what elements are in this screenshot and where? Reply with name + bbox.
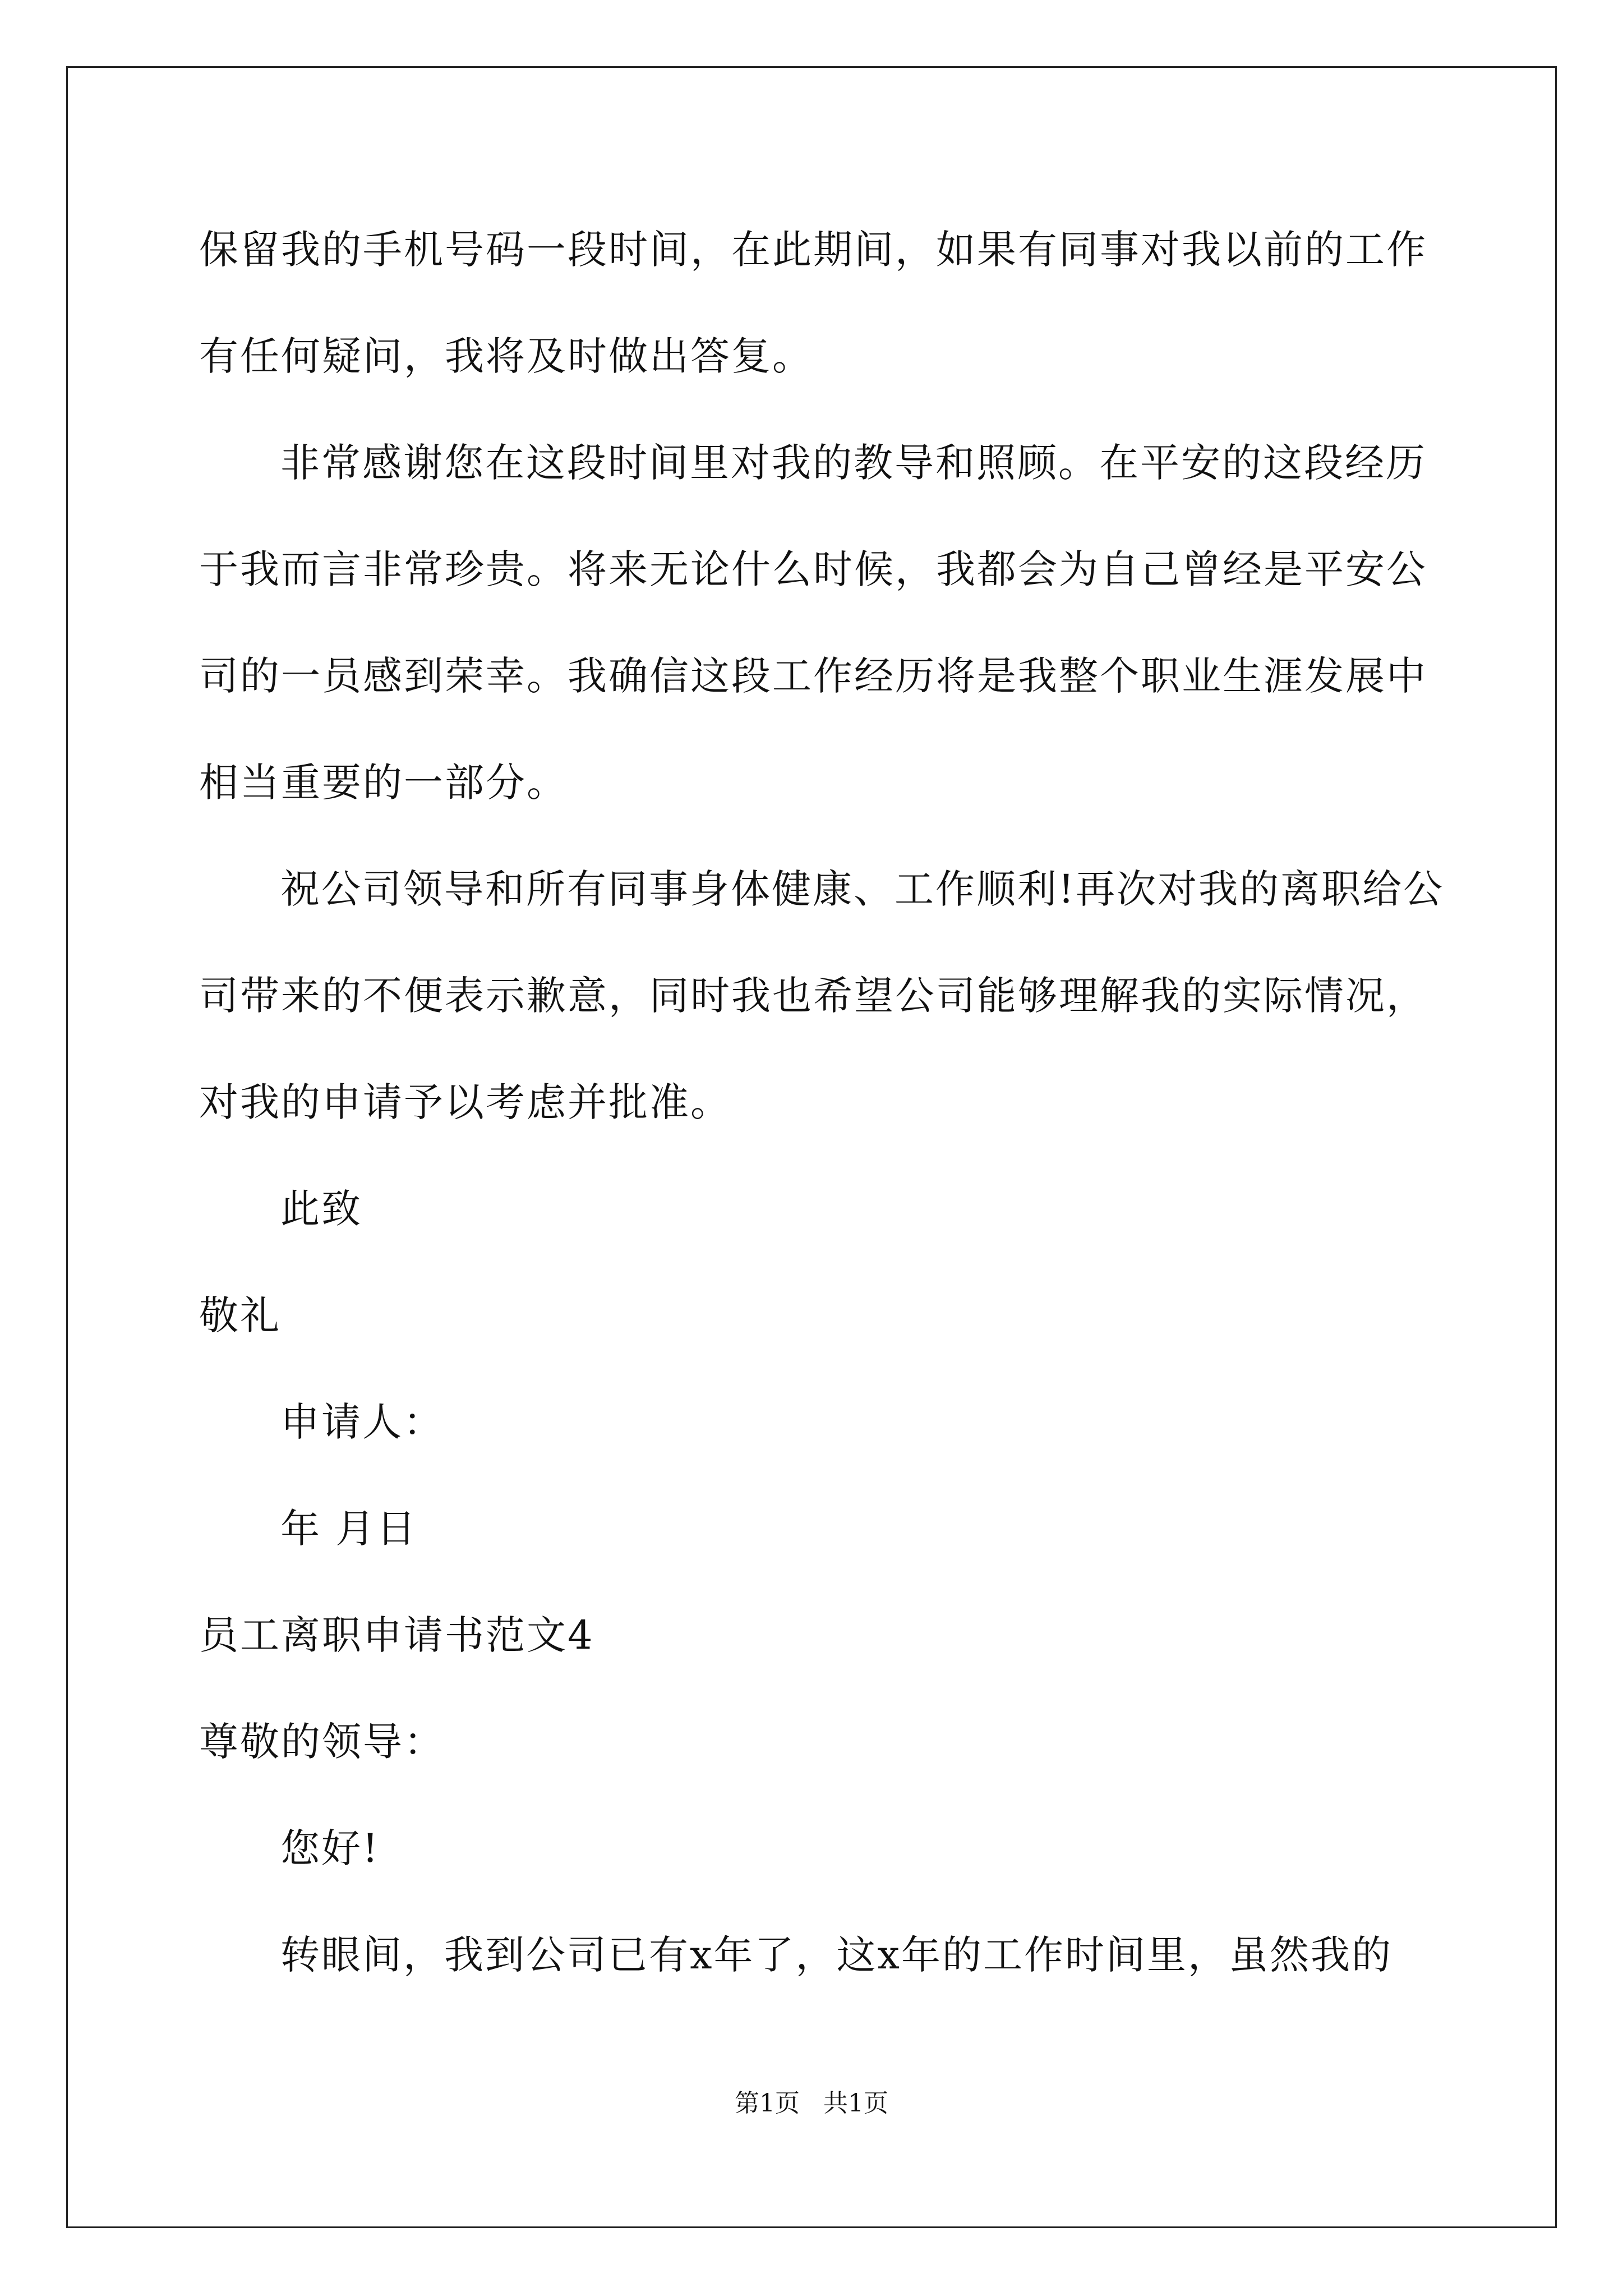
body-line-1: 保留我的手机号码一段时间，在此期间，如果有同事对我以前的工作 xyxy=(199,227,1427,273)
greeting: 您好! xyxy=(280,1825,380,1871)
closing-regards: 敬礼 xyxy=(199,1292,281,1338)
body-line-2: 有任何疑问，我将及时做出答复。 xyxy=(199,333,813,379)
greeting-recipient: 尊敬的领导： xyxy=(199,1719,445,1765)
body-line-3: 非常感谢您在这段时间里对我的教导和照顾。在平安的这段经历 xyxy=(280,440,1427,486)
applicant-label: 申请人： xyxy=(280,1399,444,1445)
body-line-5: 司的一员感到荣幸。我确信这段工作经历将是我整个职业生涯发展中 xyxy=(199,653,1427,699)
closing-salutation: 此致 xyxy=(280,1186,362,1232)
body-line-6: 相当重要的一部分。 xyxy=(199,760,568,806)
body-line-8: 司带来的不便表示歉意，同时我也希望公司能够理解我的实际情况， xyxy=(199,973,1427,1019)
body-line-4: 于我而言非常珍贵。将来无论什么时候，我都会为自己曾经是平安公 xyxy=(199,546,1427,592)
body-line-last: 转眼间，我到公司已有x年了，这x年的工作时间里，虽然我的 xyxy=(280,1932,1393,1978)
body-line-9: 对我的申请予以考虑并批准。 xyxy=(199,1079,731,1125)
date-line: 年 月日 xyxy=(280,1506,418,1552)
page-number-footer: 第1页 共1页 xyxy=(735,2089,888,2118)
section-title: 员工离职申请书范文4 xyxy=(199,1612,594,1658)
body-line-7: 祝公司领导和所有同事身体健康、工作顺利!再次对我的离职给公 xyxy=(280,866,1445,912)
page-frame xyxy=(66,66,1557,2228)
